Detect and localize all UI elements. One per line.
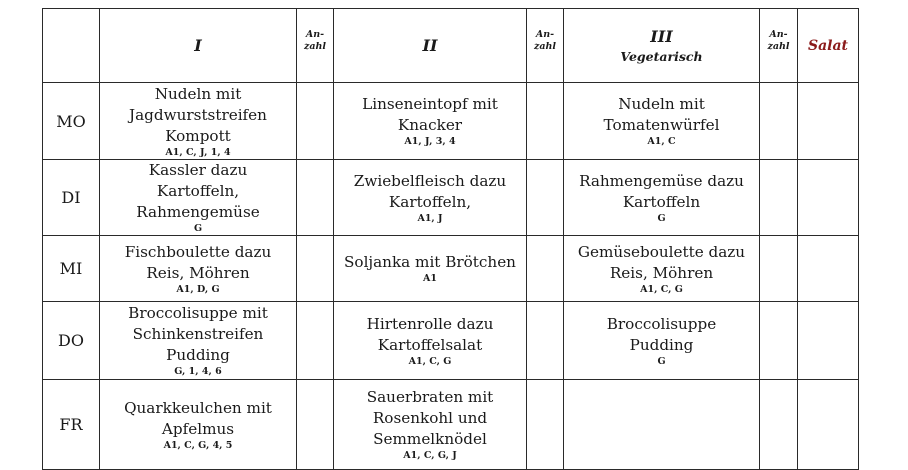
- menu-2-header: [334, 9, 527, 83]
- anzahl-label-bottom: zahl: [303, 41, 327, 52]
- menu-2-dish-cell: [334, 236, 527, 302]
- dish-line: Pudding: [166, 346, 230, 364]
- allergen-codes: A1, C, J, 1, 4: [165, 146, 231, 158]
- salat-cell[interactable]: [798, 160, 859, 236]
- salat-cell[interactable]: [798, 83, 859, 160]
- anzahl-1-count-cell[interactable]: [297, 236, 334, 302]
- header-row: [43, 9, 859, 83]
- anzahl-2-header: [527, 9, 564, 83]
- salat-cell[interactable]: [798, 236, 859, 302]
- anzahl-2-count-cell[interactable]: [527, 236, 564, 302]
- anzahl-3-count-cell[interactable]: [760, 160, 798, 236]
- salat-cell[interactable]: [798, 302, 859, 380]
- menu-3-dish-cell: [564, 83, 760, 160]
- day-row: [43, 160, 859, 236]
- dish-line: Semmelknödel: [373, 430, 487, 448]
- anzahl-3-header: [760, 9, 798, 83]
- menu-1-title: I: [194, 36, 202, 55]
- menu-3-dish-cell: [564, 380, 760, 470]
- anzahl-label-top: An-: [535, 29, 555, 40]
- day-label: DO: [58, 331, 84, 350]
- salat-title: Salat: [807, 38, 849, 54]
- menu-3-dish-cell: [564, 236, 760, 302]
- menu-1-dish-cell: [100, 160, 297, 236]
- day-row: [43, 83, 859, 160]
- anzahl-2-count-cell[interactable]: [527, 83, 564, 160]
- dish-line: Broccolisuppe: [606, 314, 717, 333]
- day-header-cell: [43, 9, 100, 83]
- menu-2-title: II: [422, 36, 438, 55]
- allergen-codes: G: [193, 223, 203, 234]
- allergen-codes: G, 1, 4, 6: [174, 366, 222, 377]
- anzahl-label-top: An-: [769, 29, 788, 40]
- anzahl-label-bottom: zahl: [767, 41, 790, 52]
- dish-line: Rahmengemüse dazu: [579, 171, 744, 190]
- dish-line: Broccolisuppe mit: [128, 304, 268, 322]
- day-cell: [43, 160, 100, 236]
- dish-line: Kompott: [165, 126, 231, 145]
- day-row: [43, 236, 859, 302]
- dish-line: Nudeln mit: [154, 84, 242, 103]
- anzahl-3-count-cell[interactable]: [760, 302, 798, 380]
- day-label: MO: [56, 111, 86, 131]
- dish-line: Nudeln mit: [618, 95, 705, 113]
- dish-line: Kartoffeln,: [388, 192, 472, 211]
- day-label: FR: [59, 415, 83, 434]
- dish-line: Sauerbraten mit: [366, 388, 494, 406]
- dish-line: Linseneintopf mit: [362, 95, 498, 113]
- anzahl-2-count-cell[interactable]: [527, 160, 564, 236]
- allergen-codes: A1, C, G: [408, 355, 452, 367]
- dish-line: Pudding: [629, 335, 694, 354]
- dish-line: Kassler dazu: [148, 161, 248, 179]
- dish-line: Kartoffelsalat: [377, 335, 483, 354]
- anzahl-label-bottom: zahl: [533, 41, 557, 52]
- dish-line: Kartoffeln: [622, 192, 701, 211]
- anzahl-1-count-cell[interactable]: [297, 302, 334, 380]
- allergen-codes: A1, C: [647, 136, 676, 147]
- dish-line: Hirtenrolle dazu: [366, 314, 494, 333]
- dish-line: Reis, Möhren: [609, 263, 714, 282]
- weekly-menu-table: [42, 8, 859, 470]
- day-cell: [43, 236, 100, 302]
- day-row: [43, 380, 859, 470]
- day-cell: [43, 83, 100, 160]
- menu-1-header: [100, 9, 297, 83]
- dish-line: Zwiebelfleisch dazu: [353, 171, 507, 190]
- allergen-codes: A1: [423, 273, 437, 284]
- menu-1-dish-cell: [100, 302, 297, 380]
- anzahl-2-count-cell[interactable]: [527, 380, 564, 470]
- anzahl-1-count-cell[interactable]: [297, 380, 334, 470]
- dish-line: Reis, Möhren: [146, 263, 250, 282]
- menu-1-dish-cell: [100, 83, 297, 160]
- dish-line: Rosenkohl und: [372, 409, 488, 427]
- menu-2-dish-cell: [334, 160, 527, 236]
- menu-1-dish-cell: [100, 380, 297, 470]
- menu-3-header: [564, 9, 760, 83]
- day-label: DI: [61, 188, 81, 207]
- dish-line: Apfelmus: [161, 419, 235, 438]
- allergen-codes: A1, C, G, 4, 5: [163, 439, 233, 451]
- menu-2-dish-cell: [334, 83, 527, 160]
- menu-3-dish-cell: [564, 302, 760, 380]
- menu-1-dish-cell: [100, 236, 297, 302]
- dish-line: Tomatenwürfel: [603, 116, 720, 134]
- day-cell: [43, 380, 100, 470]
- anzahl-label-top: An-: [305, 29, 325, 40]
- anzahl-2-count-cell[interactable]: [527, 302, 564, 380]
- salat-cell[interactable]: [798, 380, 859, 470]
- allergen-codes: A1, J: [417, 212, 443, 224]
- day-label: MI: [59, 259, 83, 278]
- allergen-codes: A1, C, G: [640, 283, 683, 295]
- dish-line: Gemüseboulette dazu: [577, 242, 746, 261]
- allergen-codes: A1, C, G, J: [403, 450, 457, 461]
- anzahl-3-count-cell[interactable]: [760, 236, 798, 302]
- dish-line: Knacker: [397, 116, 463, 134]
- anzahl-1-header: [297, 9, 334, 83]
- menu-2-dish-cell: [334, 380, 527, 470]
- dish-line: Quarkkeulchen mit: [124, 398, 272, 417]
- menu-body: [43, 83, 859, 470]
- dish-line: Fischboulette dazu: [124, 242, 272, 261]
- dish-line: Rahmengemüse: [136, 203, 260, 221]
- anzahl-3-count-cell[interactable]: [760, 380, 798, 470]
- allergen-codes: A1, J, 3, 4: [404, 136, 456, 147]
- allergen-codes: G: [657, 212, 666, 224]
- allergen-codes: A1, D, G: [176, 283, 220, 295]
- menu-2-dish-cell: [334, 302, 527, 380]
- anzahl-1-count-cell[interactable]: [297, 160, 334, 236]
- allergen-codes: G: [657, 355, 666, 367]
- menu-3-title: III: [650, 27, 673, 46]
- menu-3-subtitle: Vegetarisch: [620, 49, 703, 64]
- day-row: [43, 302, 859, 380]
- anzahl-1-count-cell[interactable]: [297, 83, 334, 160]
- anzahl-3-count-cell[interactable]: [760, 83, 798, 160]
- dish-line: Soljanka mit Brötchen: [344, 253, 516, 271]
- salat-header: [798, 9, 859, 83]
- dish-line: Kartoffeln,: [156, 182, 240, 200]
- dish-line: Jagdwurststreifen: [129, 105, 267, 124]
- dish-line: Schinkenstreifen: [132, 325, 264, 343]
- menu-3-dish-cell: [564, 160, 760, 236]
- day-cell: [43, 302, 100, 380]
